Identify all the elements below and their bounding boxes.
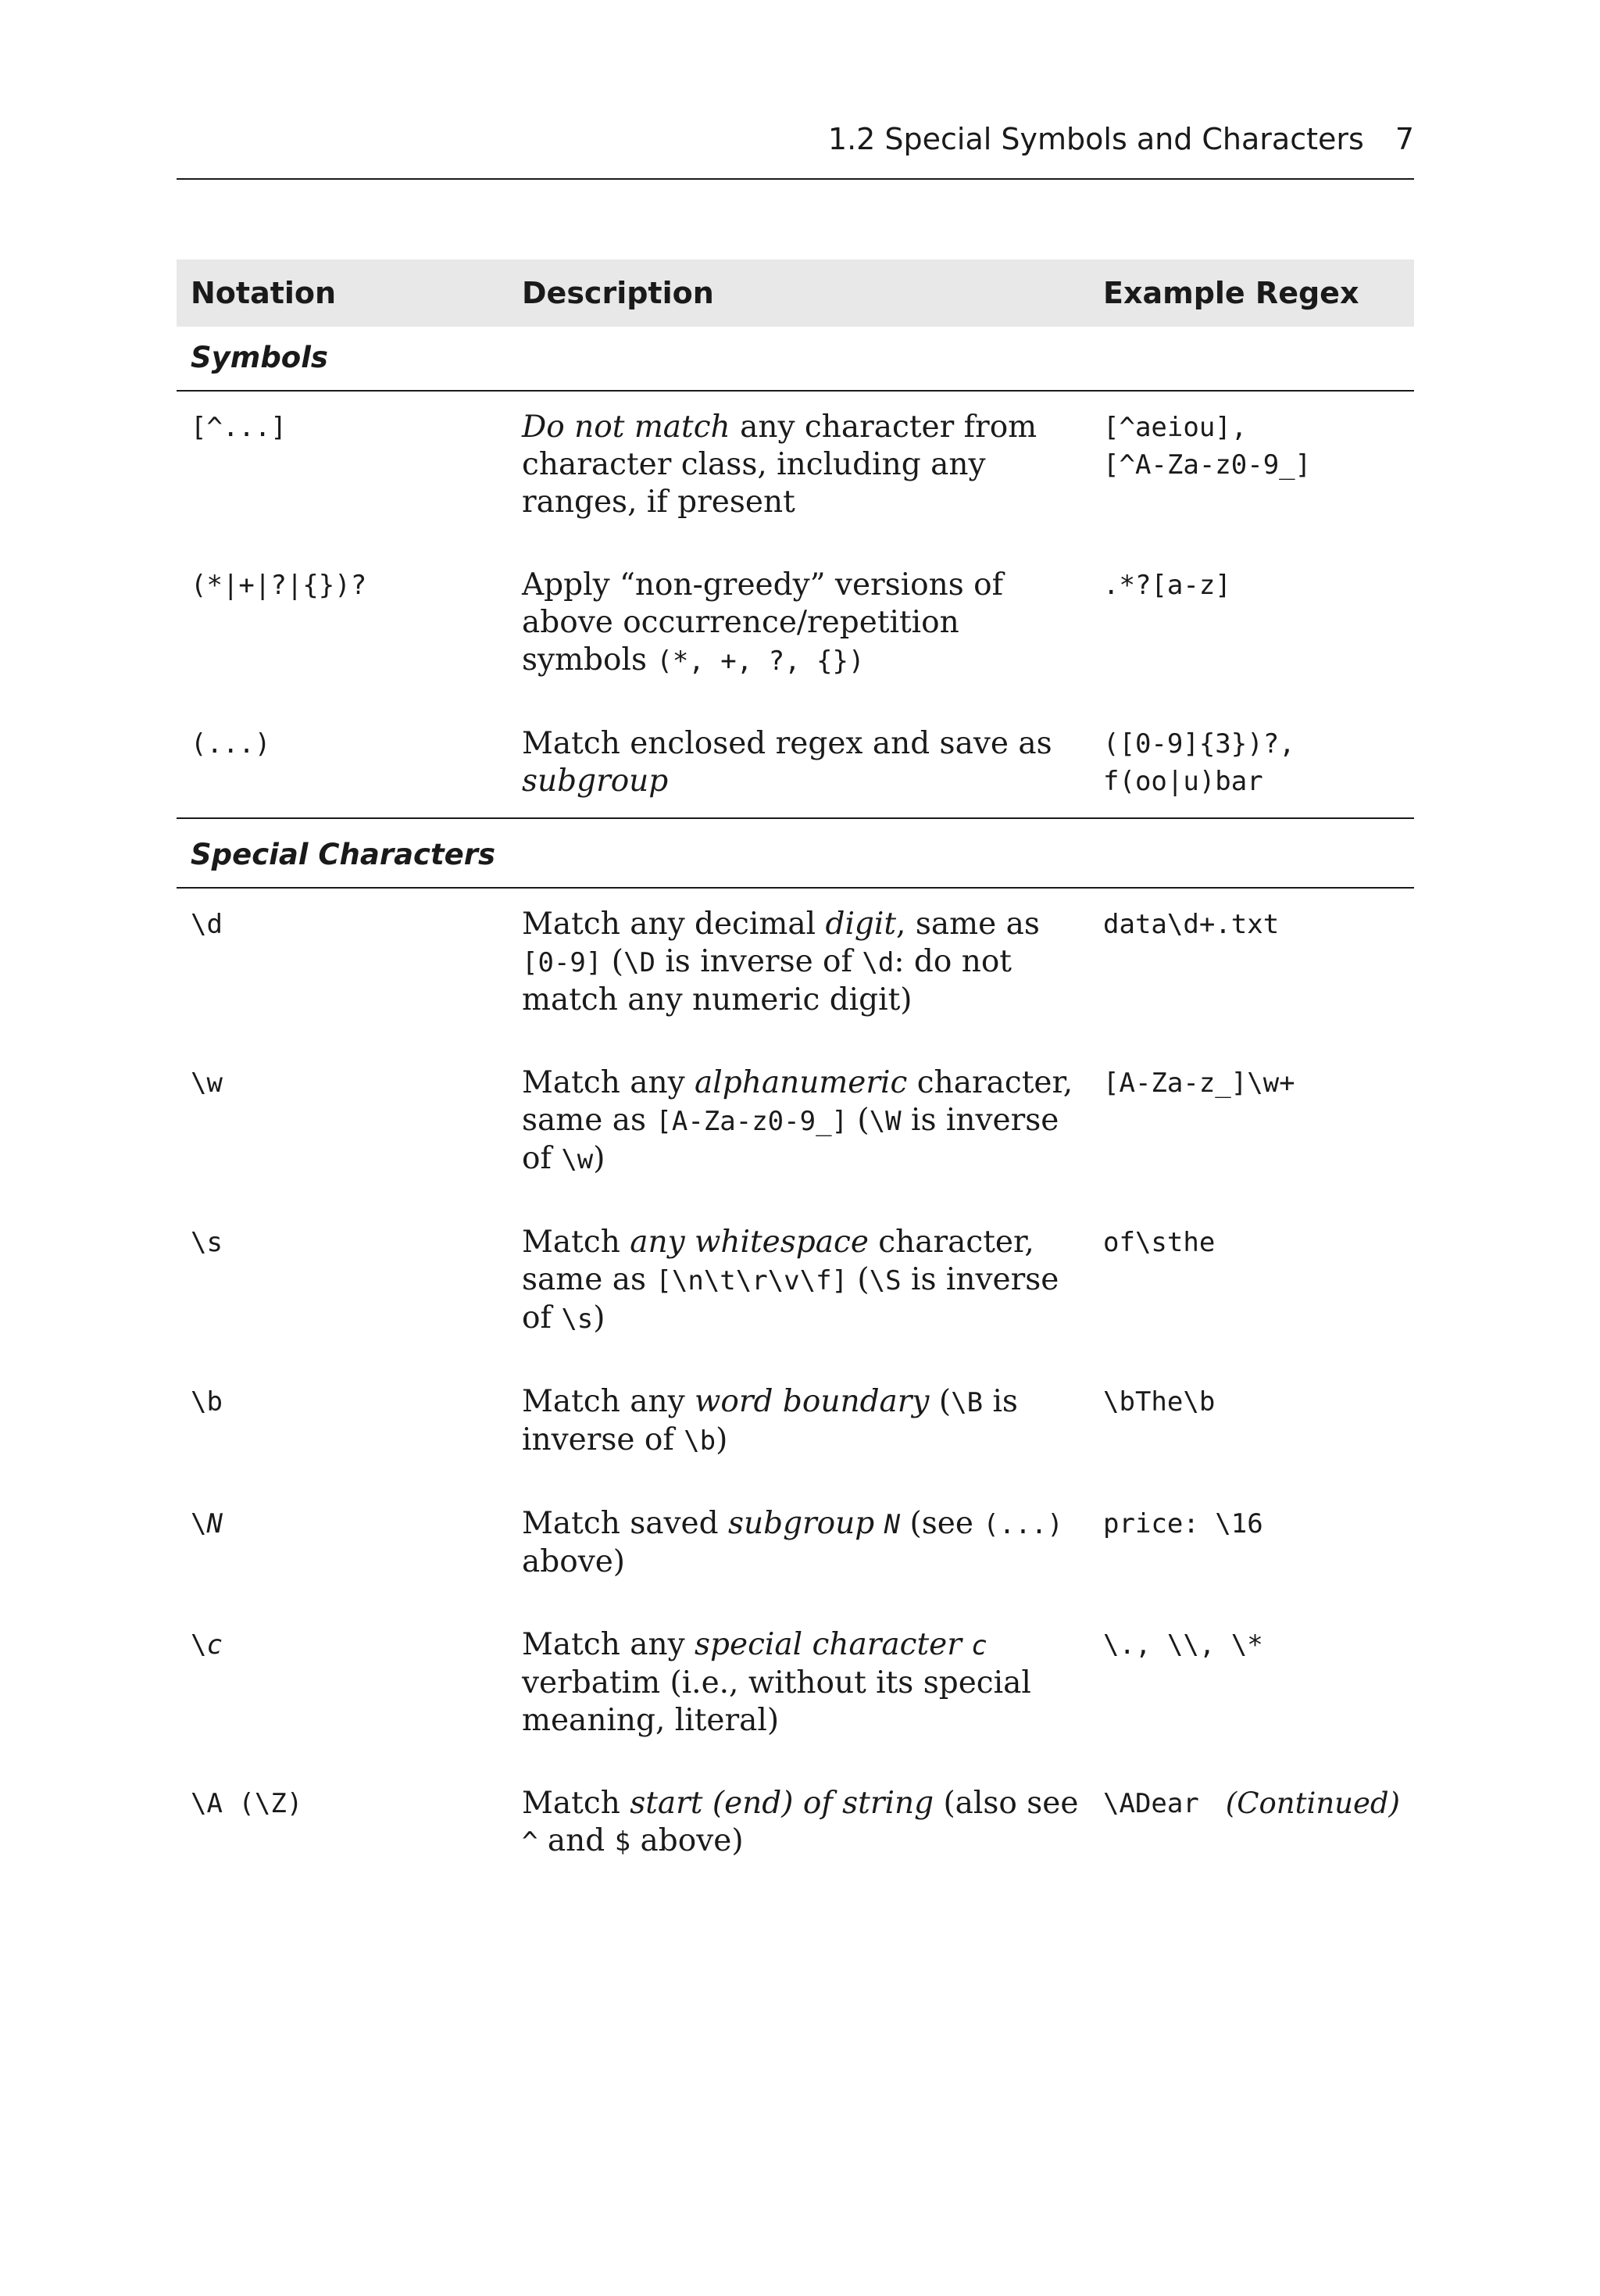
description-text: (also see [934, 1786, 1079, 1821]
description-text: is inverse of [522, 1384, 1018, 1457]
example-regex: \ADear [1103, 1788, 1199, 1819]
description-text: subgroup [727, 1506, 875, 1541]
description-text [962, 1627, 971, 1662]
description-text: verbatim (i.e., without its special meaning, literal) [522, 1665, 1031, 1738]
notation-cell: \s [191, 1227, 223, 1258]
example-regex: .*?[a-z] [1103, 570, 1231, 601]
example-cell [1089, 1488, 1414, 1609]
header-rule [177, 178, 1414, 180]
description-text: above) [630, 1823, 744, 1858]
description-text: $ [614, 1826, 631, 1858]
description-text: alphanumeric [695, 1065, 908, 1100]
description-text: \b [684, 1425, 716, 1457]
example-cell [1089, 391, 1414, 549]
description-text: (*, +, ?, {}) [656, 646, 865, 677]
example-regex: f(oo|u)bar [1103, 766, 1263, 797]
notation-cell: (...) [191, 728, 271, 760]
notation-cell: \w [191, 1068, 223, 1099]
column-header-example: Example Regex [1089, 259, 1414, 327]
table-row [177, 549, 1414, 708]
description-text: is inverse of [522, 1262, 1059, 1336]
description-text: \s [561, 1304, 594, 1335]
table-row [177, 708, 1414, 818]
description-text: \D [623, 947, 655, 978]
description-text: special character [695, 1627, 962, 1662]
description-text: N [884, 1509, 901, 1540]
example-cell [1089, 1047, 1414, 1207]
description-text: c [971, 1630, 988, 1661]
notation-variable: c [206, 1629, 223, 1661]
example-regex: of\sthe [1103, 1227, 1216, 1258]
description-cell [508, 1609, 1089, 1768]
description-text: any whitespace [630, 1225, 869, 1260]
section-row [177, 327, 1414, 391]
description-cell [508, 1366, 1089, 1488]
description-text: start (end) of string [630, 1786, 934, 1821]
description-text: \S [869, 1265, 902, 1296]
example-cell [1089, 1366, 1414, 1488]
description-text: subgroup [522, 764, 669, 799]
example-cell [1089, 1609, 1414, 1768]
description-cell [508, 1207, 1089, 1366]
example-cell [1089, 1207, 1414, 1366]
description-text: , same as [896, 907, 1040, 942]
description-text: character, same as [522, 1225, 1034, 1297]
description-text: [A-Za-z0-9_] [655, 1106, 848, 1137]
description-text: Match any [522, 1627, 695, 1662]
description-text: : do not match any numeric digit) [522, 944, 1012, 1017]
description-text: Apply “non-greedy” versions of above occurrence/repetition symbols [522, 567, 1004, 678]
description-text: character, same as [522, 1065, 1073, 1138]
example-regex: \bThe\b [1103, 1386, 1216, 1418]
continued-note: (Continued) [1225, 1786, 1400, 1820]
example-cell [1089, 549, 1414, 708]
description-text: Match any [522, 1065, 695, 1100]
description-text: word boundary [695, 1384, 930, 1419]
section-title: 1.2 Special Symbols and Characters [827, 122, 1364, 156]
description-text: Match [522, 1225, 630, 1260]
description-text [874, 1506, 884, 1541]
notation-variable: N [206, 1508, 223, 1540]
description-text: \W [869, 1106, 902, 1137]
description-text: any character from character class, including any ranges, if present [522, 409, 1038, 520]
description-text: (see [900, 1506, 984, 1541]
description-cell [508, 888, 1089, 1047]
description-cell [508, 391, 1089, 549]
section-title: Special Characters [177, 818, 1414, 888]
description-text: Match [522, 1786, 630, 1821]
example-regex: [A-Za-z_]\w+ [1103, 1068, 1295, 1099]
description-text: ( [929, 1384, 952, 1419]
example-regex: price: \16 [1103, 1508, 1263, 1540]
description-text: digit [825, 907, 897, 942]
notation-cell: \A (\Z) [191, 1788, 303, 1819]
description-text: ( [848, 1103, 870, 1138]
description-text: and [538, 1823, 615, 1858]
description-text: Match any [522, 1384, 695, 1419]
description-text: Do not match [522, 409, 730, 445]
description-text: Match saved [522, 1506, 728, 1541]
notation-prefix: \ [191, 1629, 207, 1661]
description-text: ) [593, 1300, 605, 1336]
description-text: Match any decimal [522, 907, 826, 942]
description-text: is inverse of [655, 944, 862, 979]
column-header-notation: Notation [177, 259, 508, 327]
description-text: above) [522, 1544, 626, 1579]
running-head [177, 122, 1414, 158]
notation-cell: (*|+|?|{})? [191, 570, 367, 601]
table-row [177, 888, 1414, 1047]
table-body [177, 327, 1414, 1878]
regex-reference-table [177, 259, 1414, 1878]
example-cell [1089, 708, 1414, 818]
description-cell [508, 1047, 1089, 1207]
description-cell [508, 1768, 1089, 1878]
notation-cell: \d [191, 909, 223, 940]
example-cell [1089, 1768, 1414, 1878]
notation-cell [177, 1609, 508, 1768]
description-text: is inverse of [522, 1103, 1059, 1176]
example-regex: \., \\, \* [1103, 1629, 1263, 1661]
section-title: Symbols [177, 327, 1414, 391]
example-regex: ([0-9]{3})?, [1103, 728, 1295, 760]
example-regex: data\d+.txt [1103, 909, 1280, 940]
table-row [177, 1488, 1414, 1609]
table-row [177, 391, 1414, 549]
description-text: \B [951, 1387, 984, 1418]
description-text: ( [602, 944, 623, 979]
description-text: (...) [983, 1509, 1063, 1540]
description-text: \d [862, 947, 895, 978]
description-cell [508, 708, 1089, 818]
example-cell [1089, 888, 1414, 1047]
example-regex: [^A-Za-z0-9_] [1103, 449, 1312, 481]
notation-cell [177, 1488, 508, 1609]
description-text: ^ [522, 1826, 538, 1858]
table-row [177, 1609, 1414, 1768]
description-cell [508, 1488, 1089, 1609]
notation-cell: [^...] [191, 412, 287, 443]
description-text: ) [716, 1422, 728, 1457]
description-text: ( [848, 1262, 870, 1297]
table-header [177, 259, 1414, 327]
section-row [177, 818, 1414, 888]
description-text: [\n\t\r\v\f] [655, 1265, 848, 1296]
table-row [177, 1047, 1414, 1207]
table-row [177, 1366, 1414, 1488]
description-text: [0-9] [522, 947, 602, 978]
column-header-description: Description [508, 259, 1089, 327]
description-cell [508, 549, 1089, 708]
description-text: Match enclosed regex and save as [522, 726, 1052, 761]
page-number: 7 [1395, 122, 1414, 156]
notation-prefix: \ [191, 1508, 207, 1540]
example-regex: [^aeiou], [1103, 412, 1248, 443]
description-text: \w [561, 1144, 594, 1175]
table-row [177, 1207, 1414, 1366]
notation-cell: \b [191, 1386, 223, 1418]
table-row [177, 1768, 1414, 1878]
description-text: ) [593, 1141, 605, 1176]
